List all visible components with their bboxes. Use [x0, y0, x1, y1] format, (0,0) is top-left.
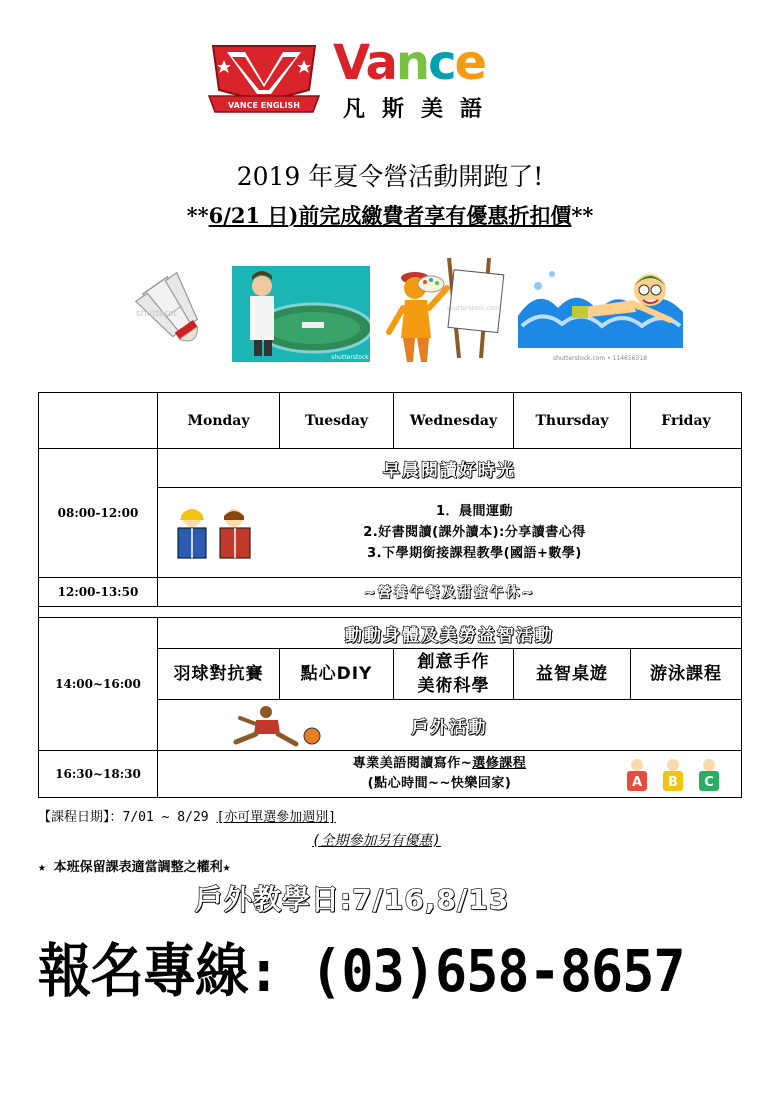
time-morning: 08:00-12:00 [39, 449, 158, 578]
running-player-image [226, 704, 322, 748]
page-title: 2019 年夏令營活動開跑了! [236, 162, 544, 191]
activity-snack-diy: 點心DIY [280, 649, 394, 700]
shuttlecock-image [130, 268, 215, 360]
abc-kids-image [621, 757, 729, 793]
single-week-note: [亦可單選參加週別] [216, 810, 337, 825]
outdoor-cell [158, 700, 742, 751]
outdoor-activity-label: 戶外活動 [411, 717, 488, 738]
subtitle-date: 6/21 日 [208, 203, 289, 228]
svg-text:B: B [668, 775, 678, 790]
corner-cell [39, 393, 158, 449]
activity-badminton: 羽球對抗賽 [158, 649, 280, 700]
time-lunch: 12:00-13:50 [39, 578, 158, 607]
morning-item-1: 1．晨間運動 [435, 504, 514, 519]
artist-watermark: shutterstock.com [446, 305, 500, 312]
morning-item-2: 2.好書閱讀(課外讀本):分享讀書心得 [363, 525, 586, 540]
swimmer-caption: shutterstock.com • 114656318 [553, 355, 647, 362]
rights-note: ★ 本班保留課表適當調整之權利★ [38, 860, 231, 875]
spacer-row [39, 607, 742, 618]
subtitle-main: )前完成繳費者享有優惠折扣價 [288, 203, 572, 228]
artist-figure-image [385, 248, 515, 368]
activity-crafts [394, 649, 514, 700]
full-discount-text: (全期參加另有優惠) [312, 833, 441, 849]
course-dates-value: ：7/01 ~ 8/29 [109, 810, 217, 825]
boardgame-caption: shutterstock [331, 354, 369, 361]
day-tuesday: Tuesday [280, 393, 394, 449]
swimmer-image [518, 256, 683, 364]
time-afternoon: 14:00~16:00 [39, 618, 158, 751]
registration-hotline: 報名專線: (03)658-8657 [38, 937, 685, 1005]
full-discount-note [312, 830, 441, 850]
course-dates-label: 【課程日期】 [38, 810, 110, 825]
day-wednesday: Wednesday [394, 393, 514, 449]
svg-text:C: C [704, 775, 714, 790]
activity-board-games: 益智桌遊 [514, 649, 631, 700]
evening-cell [158, 751, 742, 798]
discount-subtitle [0, 200, 780, 230]
svg-text:A: A [631, 775, 643, 790]
morning-banner: 早晨閱讀好時光 [158, 449, 742, 488]
outdoor-teaching-days: 戶外教學日:7/16,8/13 [195, 883, 510, 916]
activity-crafts-line2: 美術科學 [417, 676, 490, 696]
subtitle-prefix: ** [186, 203, 209, 228]
reading-kids-image [170, 506, 262, 562]
morning-plan-cell [158, 488, 742, 578]
day-monday: Monday [158, 393, 280, 449]
evening-line2: (點心時間~~快樂回家) [367, 776, 512, 791]
afternoon-banner: 動動身體及美勞益智活動 [158, 618, 742, 649]
day-friday: Friday [631, 393, 742, 449]
subtitle-suffix: ** [571, 203, 594, 228]
brand-wordmark: Vance [333, 35, 486, 91]
activity-crafts-line1: 創意手作 [417, 652, 490, 672]
time-evening: 16:30~18:30 [39, 751, 158, 798]
evening-elective-label: 選修課程 [472, 756, 527, 771]
vance-logo-badge [205, 40, 323, 118]
evening-english-program: 專業美語閱讀寫作~ [352, 756, 473, 771]
brand-chinese-name: 凡斯美語 [343, 97, 500, 122]
schedule-header-row [39, 393, 742, 449]
badminton-watermark: shutterst [136, 309, 177, 319]
schedule-table [38, 392, 742, 798]
day-thursday: Thursday [514, 393, 631, 449]
badge-text: VANCE ENGLISH [228, 101, 300, 110]
course-dates-line [38, 806, 336, 825]
board-game-image [232, 266, 370, 362]
activity-swimming: 游泳課程 [631, 649, 742, 700]
morning-item-3: 3.下學期銜接課程教學(國語+數學) [367, 546, 582, 561]
lunch-text: ~營養午餐及甜蜜午休~ [158, 578, 742, 607]
